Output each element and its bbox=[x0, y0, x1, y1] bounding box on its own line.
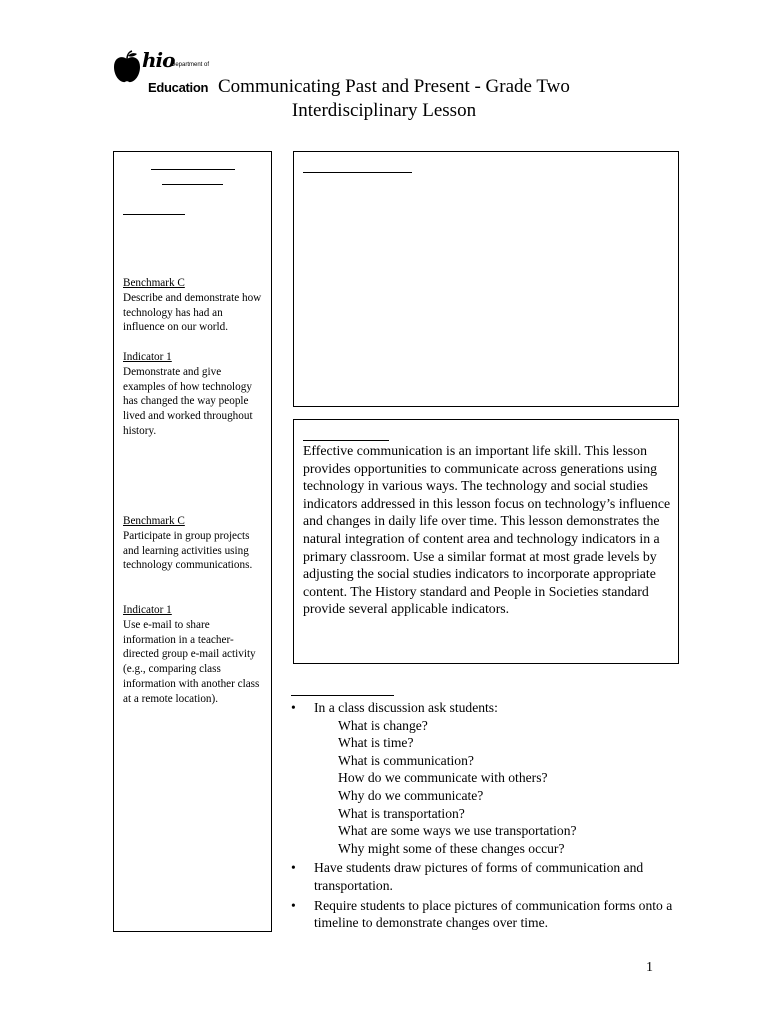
page-title: Communicating Past and Present - Grade Two bbox=[218, 76, 570, 97]
list-item-text: Require students to place pictures of communication forms onto a timeline to demonstrate changes over time. bbox=[314, 897, 673, 931]
section-text: Use e-mail to share information in a teacher-directed group e-mail activity (e.g., comparing class information with another class at a remote location). bbox=[123, 618, 260, 705]
list-item-text: In a class discussion ask students: bbox=[314, 700, 498, 715]
question-item: What is communication? bbox=[338, 752, 474, 768]
heading-rule bbox=[303, 440, 389, 441]
bullet-icon: • bbox=[291, 700, 296, 715]
page-subtitle: Interdisciplinary Lesson bbox=[291, 100, 477, 121]
section-heading: Indicator 1 bbox=[123, 351, 172, 363]
question-item: What is change? bbox=[338, 717, 428, 733]
question-item: Why do we communicate? bbox=[338, 787, 484, 803]
question-item: What is transportation? bbox=[338, 805, 465, 821]
section-heading: Benchmark C bbox=[123, 515, 185, 527]
list-item bbox=[291, 897, 691, 932]
question-item: What is time? bbox=[338, 735, 414, 751]
section-text: Describe and demonstrate how technology has had an influence on our world. bbox=[123, 291, 262, 334]
section-text: Participate in group projects and learning activities using technology communications. bbox=[123, 529, 253, 572]
overview-text: Effective communication is an important life skill. This lesson provides opportunities to communicate across generations using technology in various ways. The technology and social studies indicators addressed in this lesson focus on technology’s influence and changes in daily life over time. This lesson demonstrates the natural integration of content area and technology indicators in a primary classroom. Use a similar format at most grade levels by adjusting the social studies indicators to incorporate appropriate content. The History standard and People in Societies standard provide several applicable indicators. bbox=[303, 443, 671, 617]
list-item-text: Have students draw pictures of forms of communication and transportation. bbox=[314, 860, 644, 893]
standard-section bbox=[123, 276, 265, 335]
ohio-education-logo bbox=[110, 44, 220, 96]
heading-rule bbox=[291, 695, 394, 696]
heading-rule bbox=[303, 172, 412, 173]
bullet-icon: • bbox=[291, 860, 296, 876]
materials-box bbox=[293, 151, 679, 407]
question-item: How do we communicate with others? bbox=[338, 770, 548, 786]
list-item bbox=[291, 859, 691, 894]
apple-icon bbox=[112, 50, 142, 84]
section-heading: Benchmark C bbox=[123, 277, 185, 289]
logo-education-text: Education bbox=[148, 80, 209, 95]
question-item: Why might some of these changes occur? bbox=[338, 840, 565, 856]
heading-rule bbox=[162, 184, 223, 185]
logo-state-text: hio bbox=[142, 48, 175, 72]
activities-list bbox=[291, 699, 691, 932]
section-heading: Indicator 1 bbox=[123, 604, 172, 616]
section-text: Demonstrate and give examples of how technology has changed the way people lived and worked throughout history. bbox=[123, 365, 253, 437]
heading-rule bbox=[123, 214, 185, 215]
bullet-icon: • bbox=[291, 897, 296, 913]
standard-section bbox=[123, 514, 265, 573]
list-item bbox=[291, 699, 691, 717]
question-item: What are some ways we use transportation? bbox=[338, 823, 577, 839]
heading-rule bbox=[151, 169, 235, 170]
standard-section bbox=[123, 350, 265, 439]
logo-department-text: Department of bbox=[171, 62, 210, 68]
standard-section bbox=[123, 603, 265, 707]
page-number: 1 bbox=[646, 960, 653, 975]
